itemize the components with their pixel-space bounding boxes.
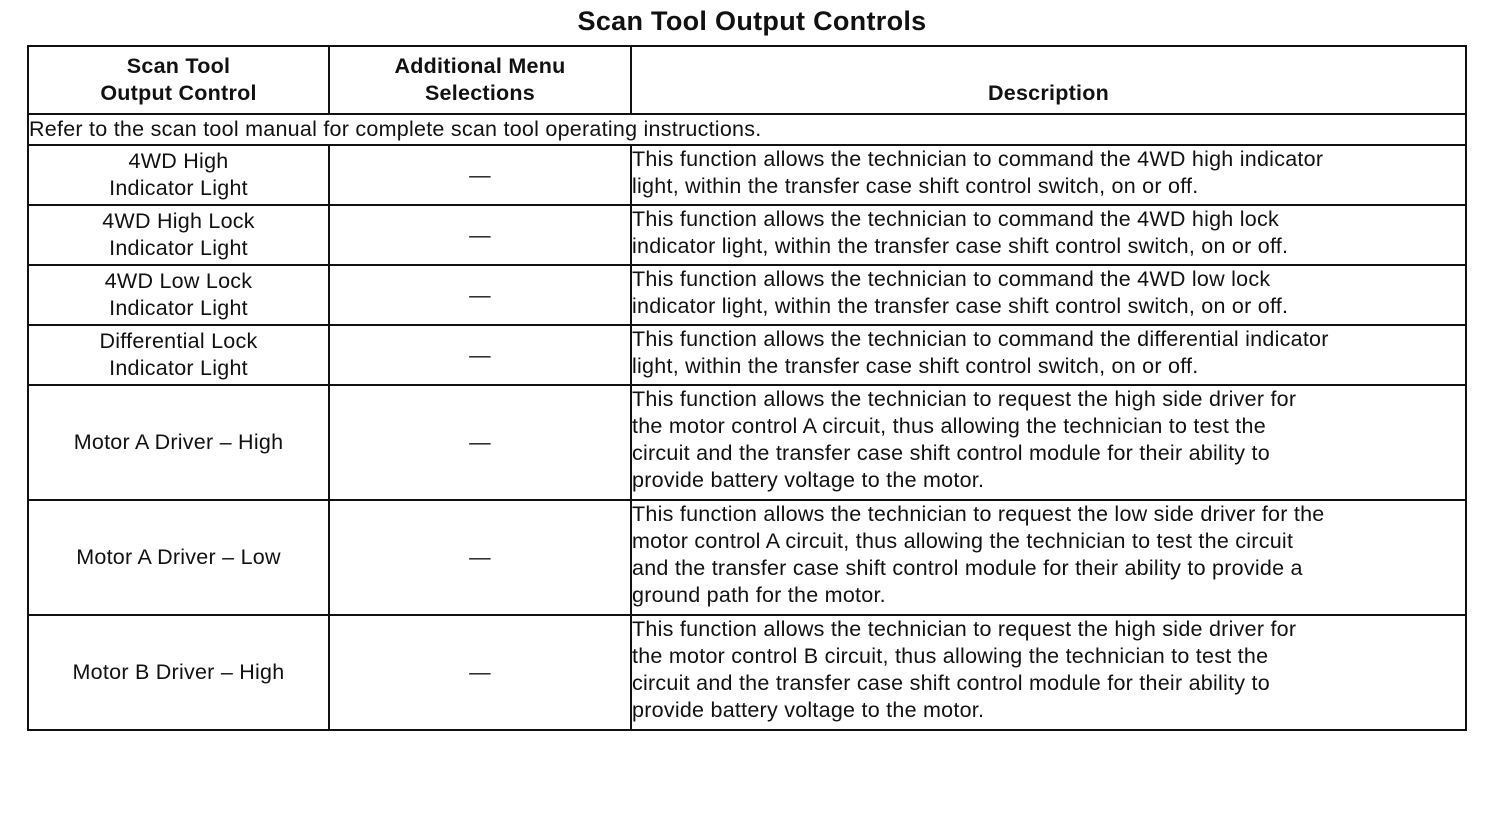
table-row: [28, 500, 1466, 615]
output-control-cell: [28, 205, 329, 265]
output-control-line2: Indicator Light: [109, 296, 248, 320]
description-cell: [631, 500, 1466, 615]
output-control-cell: [28, 615, 329, 730]
description-line: This function allows the technician to command the 4WD low lock: [632, 267, 1271, 291]
output-control-line1: 4WD Low Lock: [104, 269, 253, 293]
description-cell: [631, 325, 1466, 385]
menu-selection-cell: —: [329, 325, 631, 385]
menu-selection-cell: —: [329, 145, 631, 205]
header-additional-menu: [329, 46, 631, 114]
menu-selection-cell: —: [329, 615, 631, 730]
output-control-cell: [28, 325, 329, 385]
menu-selection-cell: —: [329, 500, 631, 615]
description-line: indicator light, within the transfer case shift control switch, on or off.: [632, 294, 1289, 318]
output-control-line1: Differential Lock: [99, 329, 258, 353]
description-cell: [631, 385, 1466, 500]
output-control-line2: Indicator Light: [109, 356, 248, 380]
table-row: [28, 205, 1466, 265]
description-line: and the transfer case shift control module for their ability to provide a: [632, 556, 1303, 580]
header-additional-menu-line1: Additional Menu: [394, 54, 566, 78]
description-line: This function allows the technician to request the high side driver for: [632, 387, 1297, 411]
page-title: Scan Tool Output Controls: [577, 6, 927, 36]
description-line: the motor control B circuit, thus allowing the technician to test the: [632, 644, 1269, 668]
menu-selection-cell: —: [329, 205, 631, 265]
header-output-control-line2: Output Control: [100, 81, 257, 105]
description-line: provide battery voltage to the motor.: [632, 468, 985, 492]
table-row: [28, 265, 1466, 325]
description-line: light, within the transfer case shift control switch, on or off.: [632, 354, 1199, 378]
description-line: This function allows the technician to command the 4WD high lock: [632, 207, 1279, 231]
note-text: Refer to the scan tool manual for complete scan tool operating instructions.: [28, 114, 1466, 145]
description-line: This function allows the technician to command the 4WD high indicator: [632, 147, 1324, 171]
description-line: the motor control A circuit, thus allowing the technician to test the: [632, 414, 1266, 438]
table-header-row: [28, 46, 1466, 114]
header-output-control: [28, 46, 329, 114]
menu-selection-cell: —: [329, 385, 631, 500]
description-cell: [631, 265, 1466, 325]
output-control-line1: 4WD High: [128, 149, 229, 173]
description-line: This function allows the technician to request the high side driver for: [632, 617, 1297, 641]
header-description-label: Description: [987, 81, 1110, 105]
output-control-line1: Motor A Driver – Low: [76, 545, 281, 569]
description-line: circuit and the transfer case shift control module for their ability to: [632, 441, 1270, 465]
menu-selection-cell: —: [329, 265, 631, 325]
description-line: This function allows the technician to command the differential indicator: [632, 327, 1329, 351]
table-row: [28, 145, 1466, 205]
header-additional-menu-line2: Selections: [424, 81, 536, 105]
output-control-line1: Motor A Driver – High: [73, 430, 284, 454]
table-row: [28, 325, 1466, 385]
description-line: light, within the transfer case shift control switch, on or off.: [632, 174, 1199, 198]
note-row: [28, 114, 1466, 145]
description-line: indicator light, within the transfer case shift control switch, on or off.: [632, 234, 1289, 258]
description-line: ground path for the motor.: [632, 583, 886, 607]
output-control-line1: 4WD High Lock: [102, 209, 255, 233]
header-output-control-line1: Scan Tool: [126, 54, 231, 78]
description-line: This function allows the technician to request the low side driver for the: [632, 502, 1325, 526]
output-control-cell: [28, 385, 329, 500]
header-description: [631, 46, 1466, 114]
table-row: [28, 385, 1466, 500]
output-controls-table: [27, 45, 1467, 731]
description-cell: [631, 615, 1466, 730]
description-line: circuit and the transfer case shift control module for their ability to: [632, 671, 1270, 695]
output-control-line1: Motor B Driver – High: [72, 660, 285, 684]
table-row: [28, 615, 1466, 730]
description-cell: [631, 205, 1466, 265]
description-line: motor control A circuit, thus allowing the technician to test the circuit: [632, 529, 1294, 553]
output-control-line2: Indicator Light: [109, 236, 248, 260]
output-control-cell: [28, 265, 329, 325]
description-line: provide battery voltage to the motor.: [632, 698, 985, 722]
output-control-cell: [28, 500, 329, 615]
description-cell: [631, 145, 1466, 205]
output-control-cell: [28, 145, 329, 205]
output-control-line2: Indicator Light: [109, 176, 248, 200]
